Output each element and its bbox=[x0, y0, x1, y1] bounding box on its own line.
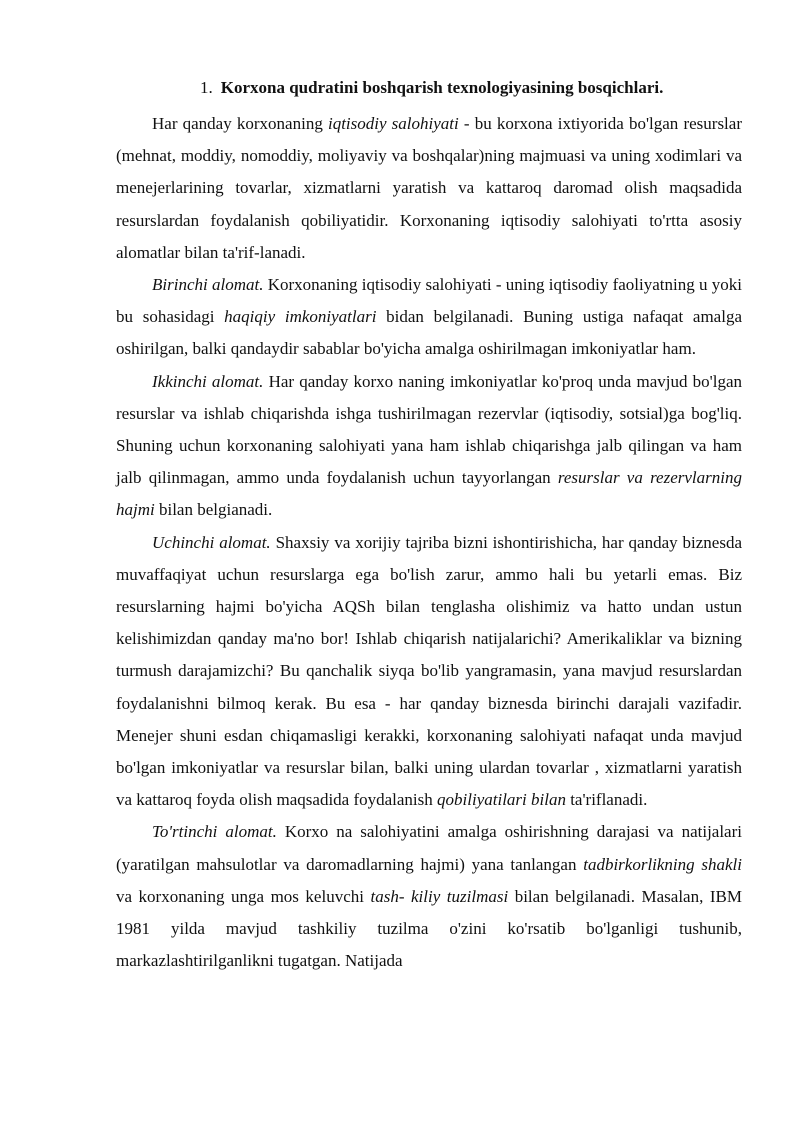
text-run: Shaxsiy va xorijiy tajriba bizni ishontirishicha, har qanday biznesda muvaffaqiyat uchun resurslarga ega bo'lish zarur, ammo hali bu yetarli emas. Biz resurslarning hajmi bo'yicha AQSh bilan tenglasha olishimiz va hatto undan ustun kelishimizdan qanday ma'no bor! Ishlab chiqarish natijalarichi? Amerikaliklar va bizning turmush darajamizchi? Bu qanchalik siyqa bo'lib yangramasin, yana mavjud resurslardan foydalanishni bilmoq kerak. Bu esa - har qanday biznesda birinchi darajali vazifadir. Menejer shuni esdan chiqamasligi kerakki, korxonaning salohiyati nafaqat unda mavjud bo'lgan imkoniyatlar va resurslar bilan, balki uning ulardan tovarlar , xizmatlarni yaratish va kattaroq foyda olish maqsadida foydalanish bbox=[116, 532, 742, 810]
document-body bbox=[116, 108, 742, 977]
paragraph bbox=[116, 816, 742, 977]
italic-term: qobiliyatilari bilan bbox=[437, 790, 566, 810]
italic-term: Ikkinchi alomat. bbox=[152, 371, 264, 391]
italic-term: tadbirkorlikning shakli bbox=[583, 854, 742, 874]
text-run: - bu korxona ixtiyorida bo'lgan resurslar (mehnat, moddiy, nomoddiy, moliyaviy va boshqalar)ning majmuasi va uning xodimlari va menejerlarining tovarlar, xizmatlarni yaratish va kattaroq daromad olish maqsadida resurslardan foydalanish qobiliyatidir. Korxonaning iqtisodiy salohiyati to'rtta asosiy alomatlar bilan ta'rif-lanadi. bbox=[116, 114, 742, 262]
text-run: ta'riflanadi. bbox=[565, 790, 648, 810]
italic-term: tash- kiliy tuzilmasi bbox=[370, 886, 509, 906]
section-number: 1. bbox=[200, 78, 213, 97]
text-run: Har qanday korxonaning bbox=[152, 114, 328, 133]
text-run: Korxonaning iqtisodiy salohiyati - uning iqtisodiy faoliyatning u yoki bu sohasidagi bbox=[116, 275, 742, 327]
text-run: bilan belgilanadi. Masalan, IBM 1981 yilda mavjud tashkiliy tuzilma o'zini ko'rsatib bo'lganligi tushunib, markazlashtirilganlikni tugatgan. Natijada bbox=[116, 886, 742, 971]
italic-term: To'rtinchi alomat. bbox=[152, 822, 277, 842]
paragraph bbox=[116, 527, 742, 817]
text-run: Har qanday korxo naning imkoniyatlar ko'proq unda mavjud bo'lgan resurslar va ishlab chiqarishda ishga tushirilmagan rezervlar (iqtisodiy, sotsial)ga bog'liq. Shuning uchun korxonaning salohiyati yana ham ishlab chiqarishga jalb qilingan va ham jalb qilinmagan, ammo unda foydalanish uchun tayyorlangan bbox=[116, 371, 743, 488]
section-title: Korxona qudratini boshqarish texnologiyasining bosqichlari. bbox=[220, 78, 664, 97]
paragraph bbox=[116, 108, 742, 269]
italic-term: iqtisodiy salohiyati bbox=[327, 114, 459, 133]
paragraph bbox=[116, 269, 742, 366]
paragraph bbox=[116, 366, 742, 527]
text-run: Korxo na salohiyatini amalga oshirishning darajasi va natijalari (yaratilgan mahsulotlar va daromadlarning hajmi) yana tanlangan bbox=[116, 822, 742, 874]
section-heading bbox=[200, 76, 760, 100]
text-run: bilan belgianadi. bbox=[154, 500, 273, 520]
italic-term: resurslar va rezervlarning hajmi bbox=[116, 468, 742, 520]
italic-term: haqiqiy imkoniyatlari bbox=[224, 307, 377, 327]
text-run: va korxonaning unga mos keluvchi bbox=[116, 886, 371, 906]
italic-term: Birinchi alomat. bbox=[152, 275, 264, 295]
text-run: bidan belgilanadi. Buning ustiga nafaqat amalga oshirilgan, balki qandaydir sabablar bo'yicha amalga oshirilmagan imkoniyatlar ham. bbox=[116, 307, 742, 359]
italic-term: Uchinchi alomat. bbox=[152, 532, 271, 552]
